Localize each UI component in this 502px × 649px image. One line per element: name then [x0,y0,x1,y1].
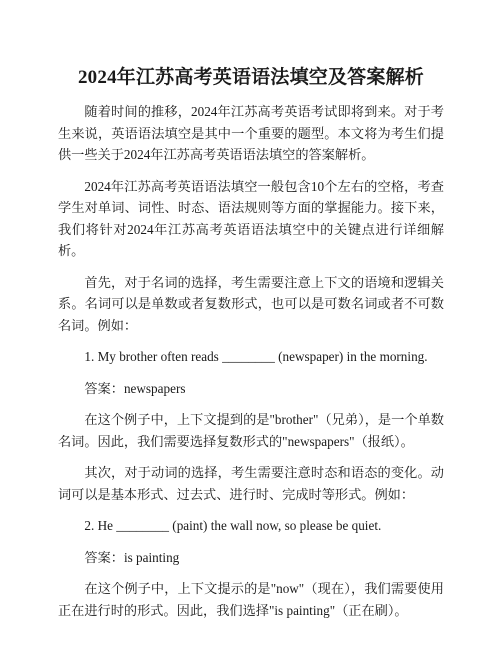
noun-section-paragraph: 首先，对于名词的选择，考生需要注意上下文的语境和逻辑关系。名词可以是单数或者复数形式，也可以是可数名词或者不可数名词。例如： [58,274,444,333]
example-1-question: 1. My brother often reads ________ (newspaper) in the morning. [84,349,428,364]
overview-paragraph: 2024年江苏高考英语语法填空一般包含10个左右的空格，考查学生对单词、词性、时态、语法规则等方面的掌握能力。接下来，我们将针对2024年江苏高考英语语法填空中的关键点进行详细解析。 [58,178,444,258]
example-1-explanation: 在这个例子中，上下文提到的是"brother"（兄弟），是一个单数名词。因此，我们需要选择复数形式的"newspapers"（报纸）。 [58,412,444,449]
example-2-answer: 答案：is painting [84,549,180,565]
example-1-answer: 答案：newspapers [84,380,186,396]
example-2-question: 2. He ________ (paint) the wall now, so please be quiet. [84,518,382,533]
intro-paragraph: 随着时间的推移，2024年江苏高考英语考试即将到来。对于考生来说，英语语法填空是其中一个重要的题型。本文将为考生们提供一些关于2024年江苏高考英语语法填空的答案解析。 [58,104,444,162]
example-2-explanation: 在这个例子中，上下文提示的是"now"（现在），我们需要使用正在进行时的形式。因此，我们选择"is painting"（正在刷）。 [58,581,444,618]
document-title: 2024年江苏高考英语语法填空及答案解析 [77,67,424,88]
verb-section-paragraph: 其次，对于动词的选择，考生需要注意时态和语态的变化。动词可以是基本形式、过去式、进行时、完成时等形式。例如： [58,465,444,502]
